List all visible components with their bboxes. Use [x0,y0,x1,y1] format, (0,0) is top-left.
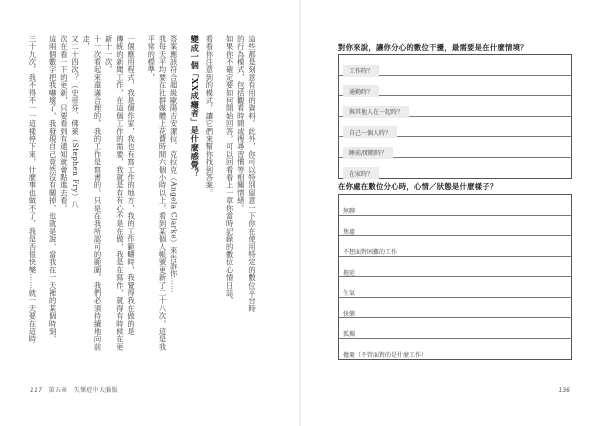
vertical-body-text [27,35,258,355]
running-head: 第五章 失樂症中大腦版 [48,387,118,394]
situation-table [338,54,572,179]
body-paragraph: 十一次看起來還滿合理的，我的工作是寫書的，只是在我所認可的範圍，我們必須持續地向前走， [82,35,103,351]
table-row [339,236,571,257]
body-paragraph: 我每天平均要在社群媒體上花費時間六個小時以上，看到某個人帳號更新了二十八次，這是我平常的標準， [147,35,168,351]
body-paragraph: 這兩個數字把我嚇壞了，我發現自己竟然沒有關掉，也就是說，當我在一天裡的某個時刻， [48,35,58,343]
answer-cell[interactable] [447,298,571,318]
row-label: 無聊 [343,208,356,215]
body-paragraph: 一個應用程式，我是個作家，我也有寫工作的地方，我的工作範疇時，我覺得我在做的是 [127,35,137,336]
table-row [339,298,571,319]
table2-title: 在你處在數位分心時，心情／狀態是什麼樣子？ [338,182,498,191]
body-paragraph: 三十九次，我不得不一一這樣停下來，什麼事也做不了，我是否很快樂……就一天要在這時 [28,35,38,343]
right-folio [559,387,570,394]
body-paragraph: 次在看一下的更新，只要看到有通知就會點進去看。 [59,35,69,213]
answer-cell[interactable] [427,96,571,116]
table-row [339,318,571,339]
answer-cell[interactable] [447,277,571,297]
answer-cell[interactable] [447,216,571,236]
body-paragraph: 答案應該符合超級歐陽吉安潔拉．克拉克（Angela Clarke）來告訴你…… [169,35,179,293]
row-label: 生氣 [343,290,356,297]
table-row [339,158,571,179]
table-row [339,76,571,97]
body-paragraph: 如果你不確定要如何開始回答，可以回看看上一章你當時記錄的數位心情日誌， [225,35,235,305]
table-row [339,277,571,298]
table-row [339,339,571,360]
row-label: 睡前/閒暇時？ [343,147,393,159]
page-number: 136 [558,387,570,394]
row-label: 擔憂（不管面對的是什麼工作） [343,351,428,359]
table-row [339,117,571,138]
answer-cell[interactable] [447,318,571,338]
answer-cell[interactable] [447,339,571,360]
body-paragraph: 傳統的新聞工作，在這個工作的需要，我就是有有心不是在做，我是在寫作，就得有時候在更新十一次， [104,35,125,351]
answer-cell[interactable] [447,236,571,256]
row-label: 孤獨 [343,331,356,338]
table-row [339,195,571,216]
row-label: 焦慮 [343,228,356,236]
table-row [339,55,571,76]
body-paragraph: 這些都是刻意有用的資料。此外，你可以特別留意一下你在使用特定的數位平台時 [248,35,257,313]
table-row [339,257,571,278]
row-label: 不想面對困難的工作 [343,249,398,256]
row-label: 拖延 [343,269,356,277]
table-row [339,137,571,158]
table-row [339,96,571,117]
table1-title: 對你來說，讓你分心的數位干擾，最需要是在什麼情境？ [338,43,528,52]
answer-cell[interactable] [447,195,571,215]
row-label: 工作時？ [343,65,379,77]
page-number: 117 [30,387,43,394]
row-label: 快樂 [343,310,356,318]
row-label: 在家時？ [343,167,379,179]
answer-cell[interactable] [427,117,571,137]
answer-cell[interactable] [427,137,571,157]
body-paragraph: 的行為模式，包括觀看時間或搜尋習慣等相關情緒。 [236,35,246,213]
answer-cell[interactable] [447,257,571,277]
row-label: 與其他人在一起時？ [343,106,409,118]
table-row [339,216,571,237]
left-folio [30,385,118,394]
body-paragraph: 看看你注意到的模式，讓它們來幫你找到答案。 [205,35,215,197]
row-label: 自己一個人時？ [343,126,397,138]
section-heading: 變成一個「XX成癮者」是什麼感覺？ [190,35,201,178]
body-paragraph: 又二十四次？（史帝芬．佛萊（Stephen Fry）八 [71,35,81,209]
right-page [300,0,600,426]
row-label: 通勤時？ [343,85,379,97]
answer-cell[interactable] [427,55,571,75]
answer-cell[interactable] [427,76,571,96]
answer-cell[interactable] [427,158,571,179]
mood-table [338,194,572,360]
